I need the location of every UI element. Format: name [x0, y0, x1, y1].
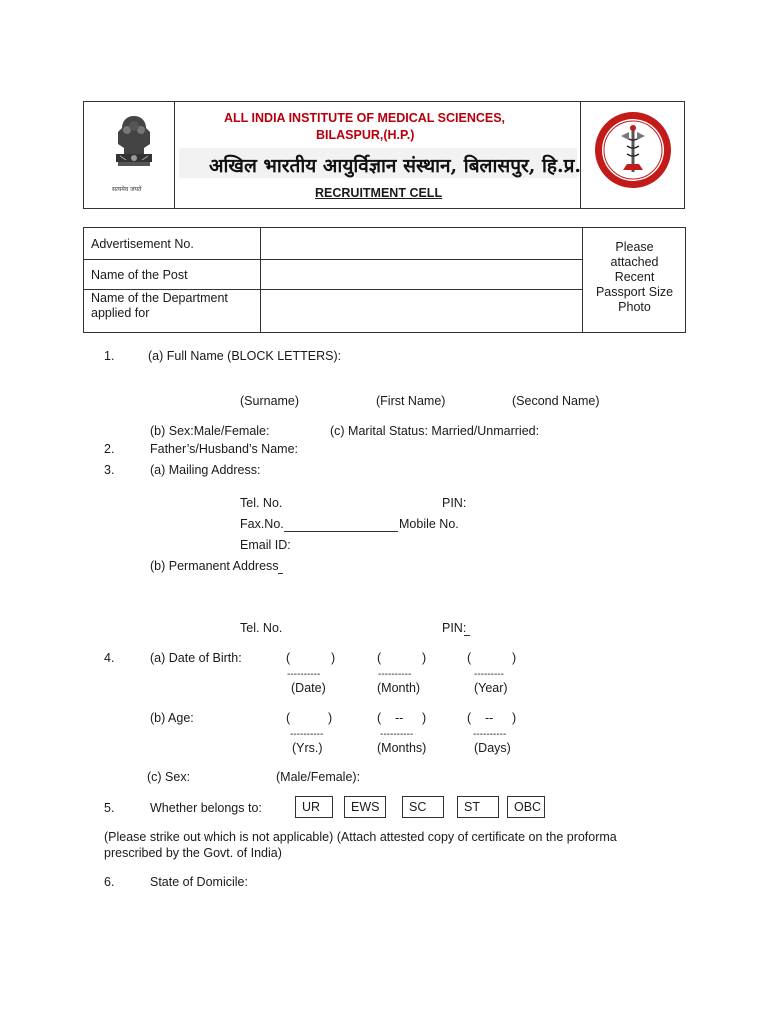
- months-label: (Months): [377, 741, 427, 755]
- age-months-open: (: [377, 711, 382, 725]
- dob-year-dashes: ---------: [474, 669, 504, 680]
- age-yrs-open: (: [286, 711, 291, 725]
- age-yrs-dashes: ----------: [290, 729, 324, 740]
- male-female-label: (Male/Female):: [276, 770, 361, 784]
- age-label: (b) Age:: [150, 711, 194, 725]
- sex-c-label: (c) Sex:: [147, 770, 191, 784]
- email-id-label: Email ID:: [240, 538, 291, 552]
- q6-number: 6.: [104, 875, 115, 889]
- days-label: (Days): [474, 741, 511, 755]
- permanent-tel-no-label: Tel. No.: [240, 621, 283, 635]
- dob-year-open: (: [467, 651, 472, 665]
- age-months-dashes: ----------: [380, 729, 414, 740]
- permanent-address-underline: [278, 573, 283, 574]
- q3-number: 3.: [104, 463, 115, 477]
- q5-number: 5.: [104, 801, 115, 815]
- post-name-field[interactable]: [262, 261, 580, 288]
- month-label: (Month): [377, 681, 421, 695]
- institute-name-line2: BILASPUR,(H.P.): [316, 128, 415, 142]
- note-line1: (Please strike out which is not applicable) (Attach attested copy of certificate on the proforma: [104, 830, 617, 844]
- q1-number: 1.: [104, 349, 115, 363]
- category-ews-box[interactable]: EWS: [344, 796, 386, 818]
- photo-text-line: Passport Size: [595, 285, 674, 299]
- fax-no-field[interactable]: [284, 531, 398, 532]
- q4-number: 4.: [104, 651, 115, 665]
- note-line2: prescribed by the Govt. of India): [104, 846, 282, 860]
- aiims-logo-icon: [593, 110, 673, 190]
- date-label: (Date): [291, 681, 326, 695]
- dob-day-dashes: ----------: [287, 669, 321, 680]
- marital-status-label: (c) Marital Status: Married/Unmarried:: [330, 424, 540, 438]
- photo-text-line: attached: [610, 255, 659, 269]
- age-months-close: ): [422, 711, 427, 725]
- advertisement-no-field[interactable]: [262, 229, 580, 258]
- age-days-open: (: [467, 711, 472, 725]
- post-name-label: Name of the Post: [91, 268, 188, 282]
- category-ur-box[interactable]: UR: [295, 796, 333, 818]
- mailing-address-label: (a) Mailing Address:: [150, 463, 261, 477]
- age-days-dashes: ----------: [473, 729, 507, 740]
- full-name-label: (a) Full Name (BLOCK LETTERS):: [148, 349, 342, 363]
- dob-year-close: ): [512, 651, 517, 665]
- pin-label: PIN:: [442, 496, 467, 510]
- state-of-domicile-label: State of Domicile:: [150, 875, 248, 889]
- age-days-close: ): [512, 711, 517, 725]
- recruitment-cell-title: RECRUITMENT CELL: [315, 186, 443, 200]
- permanent-address-label: (b) Permanent Address: [150, 559, 279, 573]
- national-emblem-icon: [104, 110, 164, 184]
- department-label-line2: applied for: [91, 306, 150, 320]
- dob-day-open: (: [286, 651, 291, 665]
- advertisement-table: [83, 227, 686, 333]
- dob-day-close: ): [331, 651, 336, 665]
- emblem-motto: सत्यमेव जयते: [112, 186, 142, 193]
- emblem-cell: [84, 102, 175, 208]
- photo-text-line: Photo: [618, 300, 651, 314]
- department-label-line1: Name of the Department: [91, 291, 228, 305]
- age-days-fill: --: [485, 711, 494, 725]
- age-months-fill: --: [395, 711, 404, 725]
- second-name-label: (Second Name): [512, 394, 600, 408]
- dob-month-close: ): [422, 651, 427, 665]
- surname-label: (Surname): [240, 394, 300, 408]
- category-obc-box[interactable]: OBC: [507, 796, 545, 818]
- mobile-no-label: Mobile No.: [399, 517, 459, 531]
- age-yrs-close: ): [328, 711, 333, 725]
- dob-month-dashes: ----------: [378, 669, 412, 680]
- institute-name-line1: ALL INDIA INSTITUTE OF MEDICAL SCIENCES,: [224, 111, 506, 125]
- passport-photo-box[interactable]: [584, 240, 685, 315]
- aiims-logo-cell: [580, 102, 684, 208]
- sex-label: (b) Sex:Male/Female:: [150, 424, 270, 438]
- permanent-pin-underline: [464, 635, 470, 636]
- father-husband-name-label: Father’s/Husband’s Name:: [150, 442, 298, 456]
- photo-text-line: Recent: [614, 270, 655, 284]
- permanent-pin-label: PIN:: [442, 621, 467, 635]
- first-name-label: (First Name): [376, 394, 446, 408]
- category-sc-box[interactable]: SC: [402, 796, 444, 818]
- fax-no-label: Fax.No.: [240, 517, 284, 531]
- tel-no-label: Tel. No.: [240, 496, 283, 510]
- category-label: Whether belongs to:: [150, 801, 262, 815]
- year-label: (Year): [474, 681, 508, 695]
- dob-month-open: (: [377, 651, 382, 665]
- photo-text-line: Please: [615, 240, 654, 254]
- department-field[interactable]: [262, 291, 580, 331]
- category-st-box[interactable]: ST: [457, 796, 499, 818]
- institute-hindi-name: अखिल भारतीय आयुर्विज्ञान संस्थान, बिलासपुर, हि.प्र.: [209, 155, 582, 177]
- advertisement-no-label: Advertisement No.: [91, 237, 194, 251]
- q2-number: 2.: [104, 442, 115, 456]
- yrs-label: (Yrs.): [292, 741, 323, 755]
- date-of-birth-label: (a) Date of Birth:: [150, 651, 242, 665]
